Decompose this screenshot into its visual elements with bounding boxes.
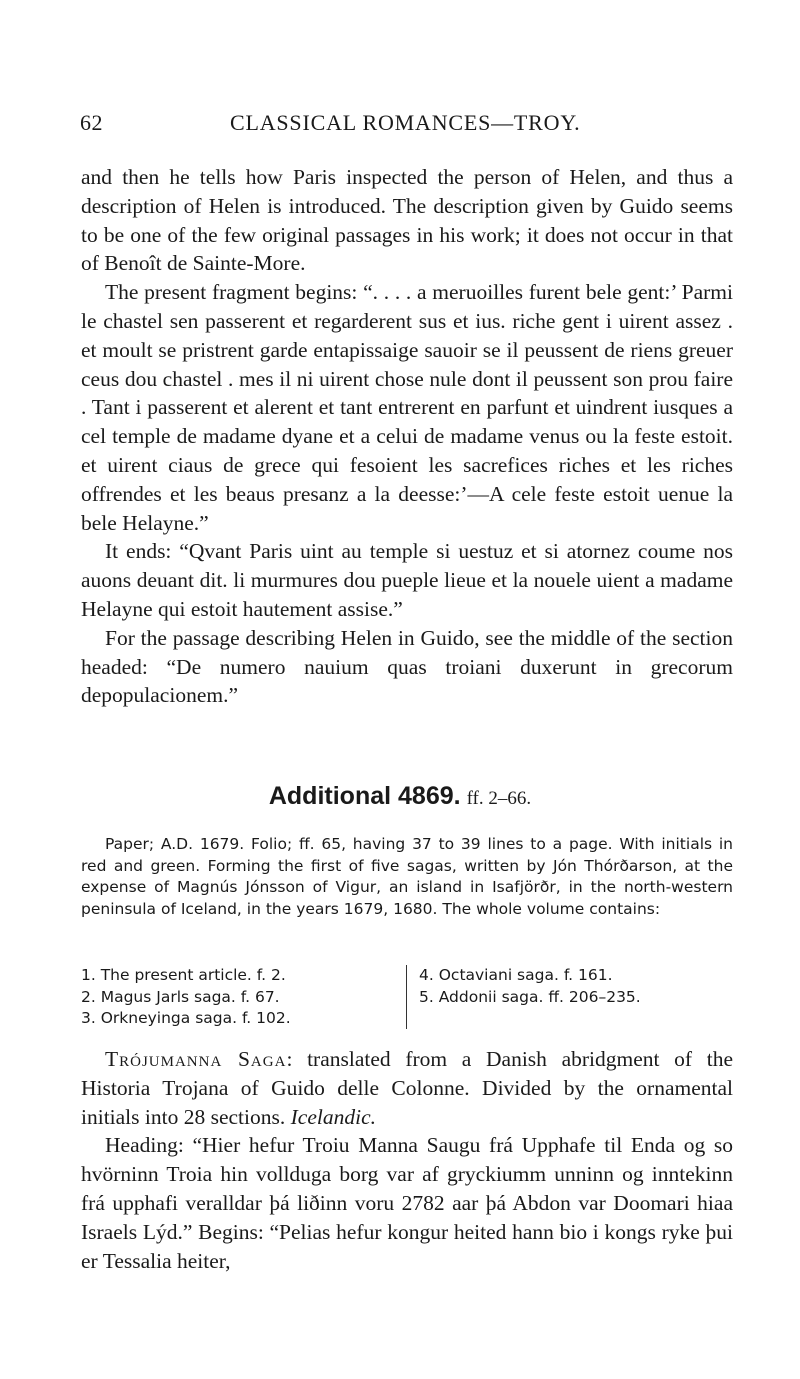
contents-item: 2. Magus Jarls saga. f. 67.: [81, 987, 280, 1006]
contents-column-left: [81, 965, 391, 1030]
contents-column-right: [406, 965, 739, 1029]
saga-name: Trójumanna Saga: [105, 1047, 287, 1071]
paragraph-continuation: and then he tells how Paris inspected the person of Helen, and thus a description of Helen is introduced. The description given by Guido seems to be one of the few original passages in his work; it does not occur in that of Benoît de Sainte-More.: [81, 165, 733, 276]
manuscript-heading: [0, 782, 800, 811]
paragraph-guido-passage: For the passage describing Helen in Guido, see the middle of the section headed: “De numero nauium quas troiani duxerunt in grecorum depopulacionem.”: [81, 625, 733, 708]
running-head: [80, 110, 732, 140]
contents-item: 1. The present article. f. 2.: [81, 966, 286, 984]
running-title: CLASSICAL ROMANCES—TROY.: [230, 110, 581, 135]
contents-item: 3. Orkneyinga saga. f. 102.: [81, 1009, 291, 1027]
manuscript-title: Additional 4869.: [268, 782, 461, 810]
saga-heading-paragraph: Heading: “Hier hefur Troiu Manna Saugu frá Upphafe til Enda og so hvörninn Troia hin vollduga borg var af gryckiumm unninn og inntekinn frá upphafi veralldar þá liðinn voru 2782 aar þá Abdon var Doomari hiaa Israels Lýd.” Begins: “Pelias hefur kongur heited hann bio i kongs ryke þui er Tessalia heiter,: [81, 1133, 733, 1273]
page-number: 62: [80, 110, 103, 135]
saga-summary-text: : translated from a Danish abridgment of the Historia Trojana of Guido delle Colonne. Divided by the ornamental initials into 28 sections.: [81, 1047, 733, 1129]
body-text: [81, 163, 733, 710]
manuscript-folios: ff. 2–66.: [466, 788, 532, 809]
manuscript-description-text: Paper; A.D. 1679. Folio; ff. 65, having 37 to 39 lines to a page. With initials in red and green. Forming the first of five sagas, written by Jón Thórðarson, at the expense of Magnús Jónsson of Vigur, an island in Isafjörðr, in the north-western peninsula of Iceland, in the years 1679, 1680. The whole volume contains:: [81, 835, 733, 918]
saga-summary: [81, 1045, 733, 1131]
paragraph-fragment-ends: It ends: “Qvant Paris uint au temple si uestuz et si atornez coume nos auons deuant dit. li murmures dou pueple lieue et la nouele uient a madame Helayne qui estoit hautement assise.”: [81, 539, 733, 621]
saga-language: Icelandic.: [290, 1104, 376, 1129]
contents-item: 5. Addonii saga. ff. 206–235.: [419, 987, 641, 1006]
paragraph-fragment-begins: The present fragment begins: “. . . . a meruoilles furent bele gent:’ Parmi le chastel sen passerent et regarderent sus et ius. riche gent i uirent assez . et moult se pristrent garde entapissaige sauoir se il peussent de riens greuer ceus dou chastel . mes il ni uirent chose nule dont il peussent son prou faire . Tant i passerent et alerent et tant entrerent en parfunt et uindrent iusques a cel temple de madame dyane et a celui de madame venus ou la feste estoit. et uirent ciaus de grece qui fesoient les sacrefices riches et les riches offrendes et les beaus presanz a la deesse:’—A cele feste estoit uenue la bele Helayne.”: [81, 280, 733, 535]
manuscript-description: [81, 834, 733, 920]
contents-item: 4. Octaviani saga. f. 161.: [419, 966, 613, 984]
saga-entry: [81, 1045, 733, 1275]
